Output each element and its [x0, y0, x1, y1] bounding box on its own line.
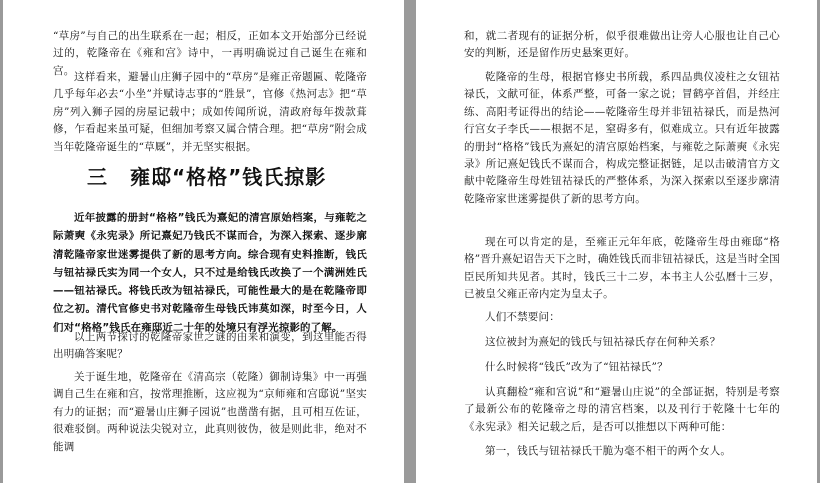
paragraph: 乾隆帝的生母，根据官修史书所载，系四品典仪凌柱之女钮祜禄氏，文献可征，体系严整，可备一家之说；冒鹤亭首倡，并经庄练、高阳考证得出的结论——乾隆帝生母并非钮祜禄氏，而是热河行宫女子李氏——根据不足，窒碍多有，似难成立。只有近年披露的册封“格格”钱氏为熹妃的清宫原始档案，与雍乾之际萧奭《永宪录》所记熹妃钱氏不谋而合，构成完整证据链，足以击破清官方文献中乾隆帝生母姓钮祜禄氏的严整体系，为深入探索以至逐步廓清乾隆帝家世迷雾提供了新的思考方向。 — [464, 71, 780, 205]
paragraph: 这样看来，避暑山庄狮子园中的“草房”是雍正帝题匾、乾隆帝几乎每年必去“小坐”并赋诗志事的“胜景”，官修《热河志》把“草房”列入狮子园的房屋记载中；成如传闻所说，清政府每年拨款葺修，乍看起来虽可疑，但细加考察又属合情合理。把“草房”附会成当年乾隆帝诞生的“草厩”，并无坚实根据。 — [53, 71, 367, 153]
section-heading — [87, 163, 326, 191]
paragraph: “草房”与自己的出生联系在一起；相反，正如本文开始部分已经说过的，乾隆帝在《雍和宫》诗中，一再明确说过自己诞生在雍和宫。 — [53, 30, 367, 77]
section-number: 三 — [87, 165, 108, 189]
paragraph: 这位被封为熹妃的钱氏与钮祜禄氏存在何种关系？ — [485, 336, 721, 348]
bold-summary-paragraph: 近年披露的册封“格格”钱氏为熹妃的清宫原始档案，与雍乾之际萧奭《永宪录》所记熹妃乃钱氏不谋而合，为深入探索、逐步廓清乾隆帝家世迷雾提供了新的思考方向。综合现有史料推断，钱氏与钮祜禄氏实为同一个女人，只不过是给钱氏改换了一个满洲姓氏——钮祜禄氏。将钱氏改为钮祜禄氏，可能性最大的是在乾隆帝即位之初。清代官修史书对乾隆帝生母钱氏讳莫如深，时至今日，人们对“格格”钱氏在雍邸近二十年的处境只有浮光掠影的了解。 — [53, 212, 367, 334]
paragraph: 什么时候将“钱氏”改为了“钮祜禄氏”？ — [485, 361, 668, 373]
paragraph: 现在可以肯定的是，至雍正元年年底，乾隆帝生母由雍邸“格格”晋升熹妃诏告天下之时，确姓钱氏而非钮祜禄氏，这是当时全国臣民所知共见者。其时，钱氏三十二岁，本书主人公弘曆十三岁，已被皇父雍正帝内定为皇太子。 — [464, 236, 780, 301]
paragraph: 人们不禁要问： — [485, 311, 560, 323]
paragraph: 认真翻检“雍和宫说”和“避暑山庄说”的全部证据，特别是考察了最新公布的乾隆帝之母的清宫档案，以及刊行于乾隆十七年的《永宪录》相关记载之后，是否可以推想以下两种可能： — [464, 386, 780, 433]
paragraph: 以上两节探讨的乾隆帝家世之谜的由来和演变，到这里能否得出明确答案呢？ — [53, 331, 367, 361]
left-page — [3, 0, 404, 483]
paragraph: 和，就二者现有的证据分析，似乎很难做出让旁人心服也让自己心安的判断，还是留作历史悬案更好。 — [464, 30, 780, 60]
right-page — [416, 0, 817, 483]
paragraph: 第一，钱氏与钮祜禄氏干脆为毫不相干的两个女人。 — [485, 445, 732, 457]
section-title: 雍邸“格格”钱氏掠影 — [130, 165, 327, 189]
paragraph: 关于诞生地，乾隆帝在《清高宗（乾隆）御制诗集》中一再强调自己生在雍和宫，按常理推断，这应视为“京师雍和宫邸说”坚实有力的证据；而“避暑山庄狮子园说”也凿凿有据，且可相互佐证，很难驳倒。两种说法尖锐对立，此真则彼伪，彼是则此非，绝对不能调 — [53, 371, 367, 453]
